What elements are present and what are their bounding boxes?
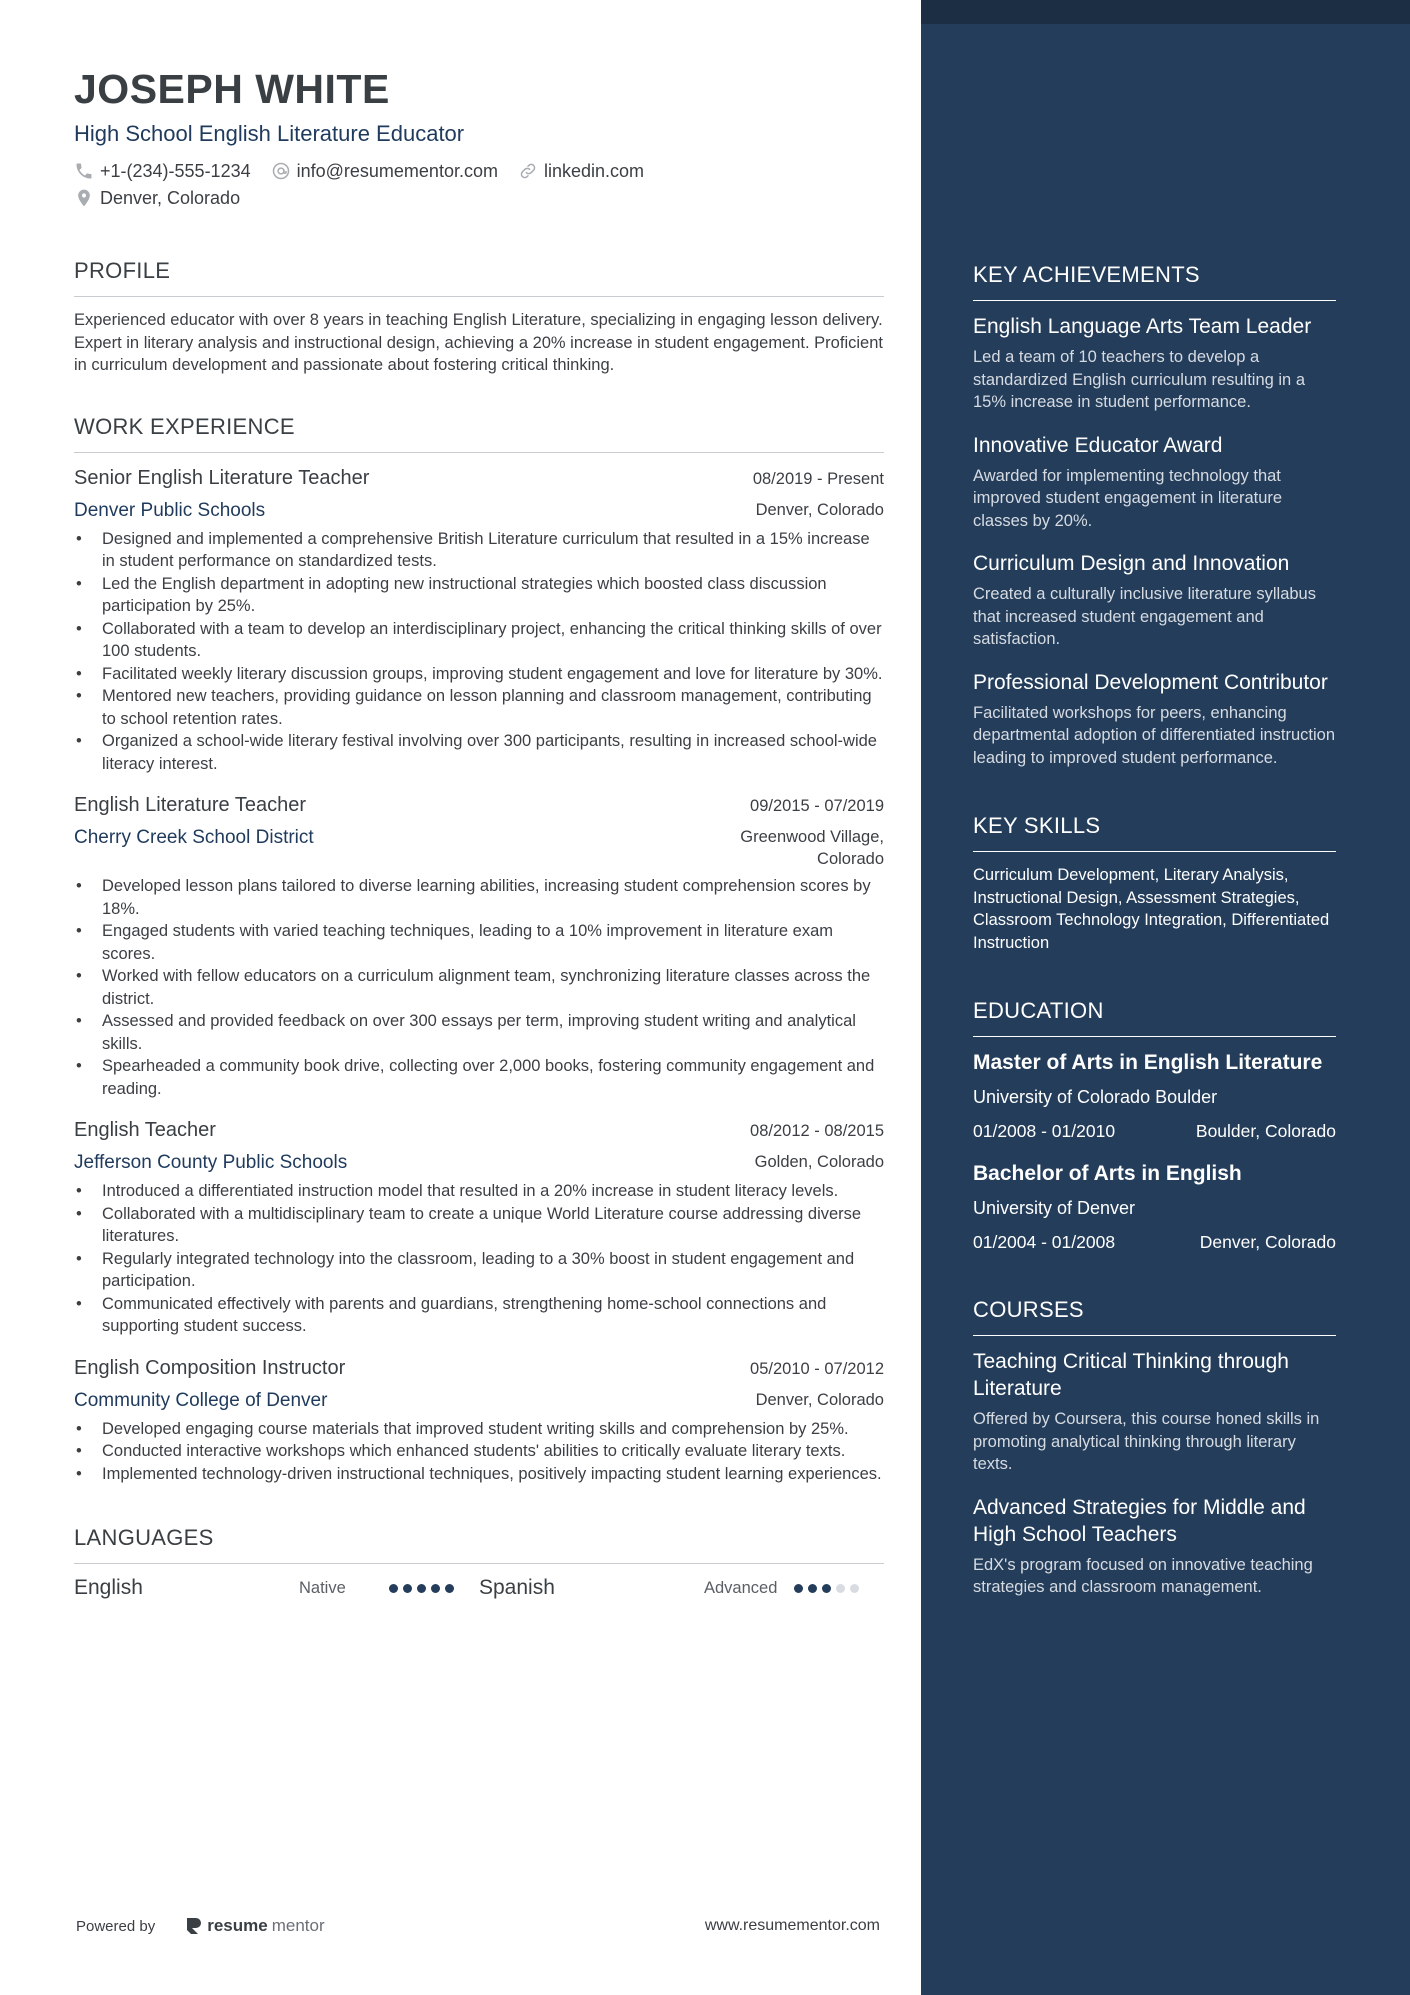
brand-light: mentor <box>271 1916 325 1935</box>
resumementor-logo-icon <box>185 1916 203 1936</box>
course-title: Advanced Strategies for Middle and High School Teachers <box>973 1495 1306 1546</box>
job-title: English Literature Teacher <box>74 794 306 816</box>
achievement-item <box>973 313 1336 414</box>
job-company: Community College of Denver <box>74 1389 328 1411</box>
achievement-item <box>973 550 1336 651</box>
education-section <box>973 998 1336 1253</box>
achievement-title: English Language Arts Team Leader <box>973 315 1312 338</box>
rating-dot-filled <box>794 1584 803 1593</box>
at-icon <box>271 161 291 181</box>
course-desc: Offered by Coursera, this course honed skills in promoting analytical thinking through literary texts. <box>973 1410 1320 1473</box>
list-item: • Implemented technology-driven instructional techniques, positively impacting student learning experiences. <box>74 1463 884 1486</box>
skills-text: Curriculum Development, Literary Analysis, Instructional Design, Assessment Strategies, Classroom Technology Integration, Differentiated Instruction <box>973 866 1330 952</box>
email-text[interactable]: info@resumementor.com <box>296 161 498 181</box>
footer <box>76 1916 880 1936</box>
job-location: Golden, Colorado <box>754 1153 884 1171</box>
profile-title: PROFILE <box>74 258 884 297</box>
list-item: • Collaborated with a multidisciplinary team to create a unique World Literature course addressing diverse literatures. <box>74 1203 884 1248</box>
course-item <box>973 1494 1336 1599</box>
education-item <box>973 1049 1336 1142</box>
achievement-desc: Led a team of 10 teachers to develop a standardized English curriculum resulting in a 15% increase in student performance. <box>973 348 1305 411</box>
achievement-title: Innovative Educator Award <box>973 433 1223 457</box>
education-title: EDUCATION <box>973 998 1336 1037</box>
rating-dot-filled <box>431 1584 440 1593</box>
rating-dot-filled <box>822 1584 831 1593</box>
job-entry <box>74 465 884 776</box>
list-item: • Worked with fellow educators on a curriculum alignment team, synchronizing literature classes across the district. <box>74 965 884 1010</box>
list-item: • Developed lesson plans tailored to diverse learning abilities, increasing student comprehension scores by 18%. <box>74 875 884 920</box>
course-title: Teaching Critical Thinking through Literature <box>973 1350 1289 1400</box>
job-bullets <box>74 1180 884 1338</box>
list-item: • Spearheaded a community book drive, collecting over 2,000 books, fostering community engagement and reading. <box>74 1055 884 1100</box>
list-item: • Engaged students with varied teaching techniques, leading to a 10% improvement in literature exam scores. <box>74 920 884 965</box>
rating-dot-filled <box>417 1584 426 1593</box>
education-school: University of Colorado Boulder <box>973 1087 1218 1107</box>
rating-dot-filled <box>445 1584 454 1593</box>
achievement-desc: Awarded for implementing technology that improved student engagement in literature classes by 20%. <box>973 466 1283 530</box>
job-location: Denver, Colorado <box>755 1390 884 1409</box>
job-company: Cherry Creek School District <box>74 827 314 848</box>
job-location <box>740 826 884 870</box>
language-level: Native <box>299 1578 346 1597</box>
language-spanish <box>479 1576 884 1600</box>
rating-dot-filled <box>403 1584 412 1593</box>
list-item: • Organized a school-wide literary festival involving over 300 participants, resulting in increased school-wide literacy interest. <box>74 730 884 775</box>
brand-bold: resume <box>207 1916 268 1935</box>
job-entry <box>74 1355 884 1486</box>
phone-text: +1-(234)-555-1234 <box>100 161 251 181</box>
rating-dot-filled <box>389 1584 398 1593</box>
education-location: Denver, Colorado <box>1199 1232 1336 1252</box>
achievements-section <box>973 262 1336 769</box>
language-level: Advanced <box>704 1578 778 1597</box>
job-bullets <box>74 875 884 1100</box>
rating-dot-empty <box>850 1584 859 1593</box>
list-item: • Communicated effectively with parents and guardians, strengthening home-school connections and supporting student success. <box>74 1293 884 1338</box>
powered-by <box>76 1916 325 1936</box>
education-degree: Master of Arts in English Literature <box>973 1051 1323 1074</box>
header <box>74 64 884 209</box>
work-experience-section <box>74 414 884 1486</box>
candidate-name: JOSEPH WHITE <box>74 66 390 112</box>
location-text: Denver, Colorado <box>100 188 241 208</box>
job-title: English Teacher <box>74 1119 216 1141</box>
list-item: • Collaborated with a team to develop an interdisciplinary project, enhancing the critical thinking skills of over 100 students. <box>74 618 884 663</box>
achievement-item <box>973 432 1336 533</box>
course-item <box>973 1348 1336 1476</box>
skills-section <box>973 813 1336 954</box>
list-item: • Regularly integrated technology into the classroom, leading to a 30% boost in student engagement and participation. <box>74 1248 884 1293</box>
linkedin-text[interactable]: linkedin.com <box>543 161 645 181</box>
languages-section <box>74 1525 884 1600</box>
job-location: Denver, Colorado <box>755 500 884 519</box>
job-dates: 08/2012 - 08/2015 <box>750 1122 884 1140</box>
education-dates: 01/2004 - 01/2008 <box>973 1232 1116 1252</box>
language-rating <box>794 1584 859 1593</box>
phone-icon <box>74 161 94 181</box>
profile-text: Experienced educator with over 8 years in teaching English Literature, specializing in engaging lesson delivery. Expert in literary analysis and instructional design, achieving a 20% increase in student engagement. Proficient in curriculum development and passionate about fostering critical thinking. <box>74 311 883 374</box>
job-company: Denver Public Schools <box>74 499 266 521</box>
list-item: • Introduced a differentiated instruction model that resulted in a 20% increase in student literacy levels. <box>74 1180 884 1203</box>
link-icon <box>518 161 538 181</box>
contact-email[interactable] <box>271 160 498 182</box>
list-item: • Led the English department in adopting new instructional strategies which boosted class discussion participation by 25%. <box>74 573 884 618</box>
sidebar-top-bar <box>921 0 1410 24</box>
languages-title: LANGUAGES <box>74 1525 884 1564</box>
work-title: WORK EXPERIENCE <box>74 414 884 453</box>
job-entry <box>74 1117 884 1338</box>
job-title: English Composition Instructor <box>74 1356 346 1379</box>
rating-dot-empty <box>836 1584 845 1593</box>
list-item: • Assessed and provided feedback on over 300 essays per term, improving student writing and analytical skills. <box>74 1010 884 1055</box>
achievement-title: Curriculum Design and Innovation <box>973 552 1290 575</box>
education-dates: 01/2008 - 01/2010 <box>973 1121 1116 1141</box>
education-location: Boulder, Colorado <box>1195 1121 1336 1141</box>
contact-location <box>74 187 240 209</box>
contact-phone <box>74 160 251 182</box>
candidate-role: High School English Literature Educator <box>74 121 465 146</box>
location-pin-icon <box>74 188 94 208</box>
achievement-desc: Created a culturally inclusive literature syllabus that increased student engagement and satisfaction. <box>973 585 1316 648</box>
language-english <box>74 1576 479 1600</box>
website-link[interactable]: www.resumementor.com <box>704 1917 880 1934</box>
courses-title: COURSES <box>973 1297 1336 1336</box>
achievement-desc: Facilitated workshops for peers, enhancing departmental adoption of differentiated instruction leading to improved student performance. <box>973 703 1336 767</box>
job-dates: 05/2010 - 07/2012 <box>750 1359 884 1378</box>
course-desc: EdX's program focused on innovative teaching strategies and classroom management. <box>973 1555 1313 1596</box>
language-rating <box>389 1584 454 1593</box>
job-bullets <box>74 528 884 776</box>
education-item <box>973 1160 1336 1253</box>
education-school: University of Denver <box>973 1198 1136 1218</box>
powered-by-label: Powered by <box>76 1917 156 1935</box>
job-bullets <box>74 1418 884 1486</box>
job-dates: 08/2019 - Present <box>752 469 884 488</box>
list-item: • Conducted interactive workshops which enhanced students' abilities to critically evaluate literary texts. <box>74 1440 884 1463</box>
job-location-line-1: Greenwood Village, <box>740 828 884 846</box>
sidebar <box>921 0 1410 1995</box>
achievement-title: Professional Development Contributor <box>973 670 1328 694</box>
list-item: • Developed engaging course materials that improved student writing skills and comprehension by 25%. <box>74 1418 884 1441</box>
rating-dot-filled <box>808 1584 817 1593</box>
job-location-line-2: Colorado <box>817 850 884 868</box>
education-degree: Bachelor of Arts in English <box>973 1162 1242 1185</box>
job-title: Senior English Literature Teacher <box>74 466 370 489</box>
job-dates: 09/2015 - 07/2019 <box>750 797 884 815</box>
list-item: • Mentored new teachers, providing guidance on lesson planning and classroom management, contributing to school retention rates. <box>74 685 884 730</box>
skills-title: KEY SKILLS <box>973 813 1336 852</box>
achievement-item <box>973 669 1336 770</box>
contact-linkedin[interactable] <box>518 160 644 182</box>
achievements-title: KEY ACHIEVEMENTS <box>973 262 1336 301</box>
list-item: • Facilitated weekly literary discussion groups, improving student engagement and love for literature by 30%. <box>74 663 884 686</box>
job-company: Jefferson County Public Schools <box>74 1152 348 1173</box>
language-name: Spanish <box>479 1576 555 1599</box>
job-entry <box>74 792 884 1100</box>
list-item: • Designed and implemented a comprehensive British Literature curriculum that resulted in a 15% increase in student performance on standardized tests. <box>74 528 884 573</box>
profile-section <box>74 258 884 377</box>
brand-logo[interactable] <box>185 1916 324 1936</box>
language-name: English <box>74 1576 143 1599</box>
courses-section <box>973 1297 1336 1599</box>
